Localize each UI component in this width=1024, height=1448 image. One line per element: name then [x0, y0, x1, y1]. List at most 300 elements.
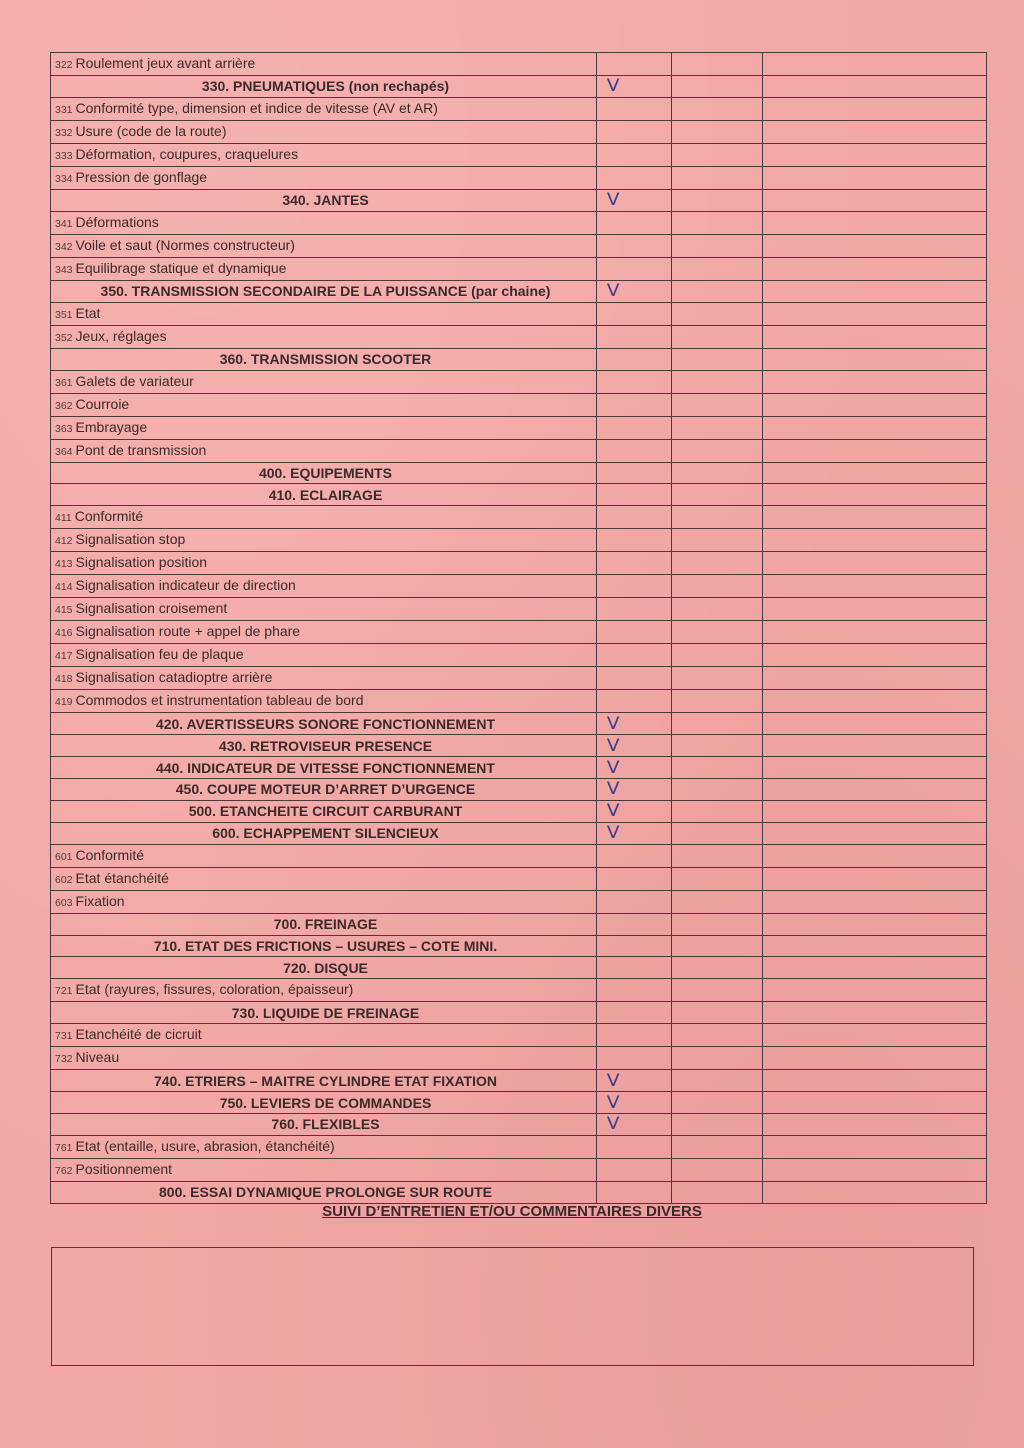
- check-cell-fail[interactable]: [672, 913, 763, 935]
- item-number: 362: [55, 399, 73, 412]
- item-label: Jeux, réglages: [75, 327, 167, 344]
- check-cell-fail[interactable]: [672, 257, 763, 280]
- item-label: 330. PNEUMATIQUES (non rechapés): [201, 78, 450, 95]
- item-number: 761: [55, 1141, 73, 1154]
- check-cell-fail[interactable]: [672, 439, 763, 462]
- checklist-item-row: [51, 552, 987, 575]
- item-label-cell: [51, 913, 597, 935]
- check-cell-ok[interactable]: [597, 97, 672, 120]
- check-cell-fail[interactable]: [672, 280, 763, 302]
- check-cell-fail[interactable]: [672, 348, 763, 370]
- item-label-cell: [51, 957, 597, 979]
- checklist-item-row: [51, 1024, 987, 1047]
- item-label-cell: [51, 690, 597, 713]
- check-cell-fail[interactable]: [672, 506, 763, 529]
- check-cell-ok[interactable]: [597, 1114, 672, 1136]
- item-label: Courroie: [75, 395, 130, 412]
- item-number: 419: [55, 696, 73, 709]
- check-cell-ok[interactable]: [597, 189, 672, 211]
- item-number: 415: [55, 604, 73, 617]
- check-cell-ok[interactable]: [597, 1070, 672, 1092]
- check-cell-fail[interactable]: [672, 1181, 763, 1203]
- remarks-cell[interactable]: [763, 1070, 987, 1092]
- check-cell-ok[interactable]: [597, 76, 672, 98]
- item-number: 411: [55, 512, 72, 525]
- check-cell-ok[interactable]: [597, 779, 672, 801]
- check-cell-ok[interactable]: [597, 935, 672, 957]
- remarks-cell[interactable]: [763, 325, 987, 348]
- checklist-item-row: [51, 667, 987, 690]
- check-cell-fail[interactable]: [672, 1024, 763, 1047]
- item-label-cell: [51, 890, 597, 913]
- remarks-cell[interactable]: [763, 957, 987, 979]
- section-header-row: [51, 800, 987, 822]
- check-cell-fail[interactable]: [672, 800, 763, 822]
- handwritten-check-mark: V: [606, 1114, 620, 1135]
- check-cell-ok[interactable]: [597, 53, 672, 76]
- check-cell-ok[interactable]: [597, 120, 672, 143]
- remarks-cell[interactable]: [763, 913, 987, 935]
- check-cell-fail[interactable]: [672, 822, 763, 844]
- remarks-cell[interactable]: [763, 257, 987, 280]
- item-label-cell: [51, 1181, 597, 1203]
- remarks-cell[interactable]: [763, 1181, 987, 1203]
- checklist-item-row: [51, 325, 987, 348]
- item-label-cell: [51, 257, 597, 280]
- remarks-cell[interactable]: [763, 1024, 987, 1047]
- check-cell-ok[interactable]: [597, 143, 672, 166]
- item-label: Signalisation stop: [75, 531, 186, 548]
- item-label: Conformité: [74, 508, 144, 525]
- check-cell-fail[interactable]: [672, 779, 763, 801]
- check-cell-fail[interactable]: [672, 867, 763, 890]
- item-number: 363: [55, 422, 73, 435]
- check-cell-fail[interactable]: [672, 166, 763, 189]
- item-number: 417: [55, 650, 73, 663]
- checklist-item-row: [51, 575, 987, 598]
- checklist-item-row: [51, 416, 987, 439]
- check-cell-ok[interactable]: [597, 302, 672, 325]
- item-label: Commodos et instrumentation tableau de bord: [75, 692, 364, 709]
- section-header-row: [51, 348, 987, 370]
- check-cell-fail[interactable]: [672, 735, 763, 757]
- item-label-cell: [51, 120, 597, 143]
- remarks-cell[interactable]: [763, 867, 987, 890]
- check-cell-fail[interactable]: [672, 53, 763, 76]
- check-cell-fail[interactable]: [672, 120, 763, 143]
- check-cell-ok[interactable]: [597, 1135, 672, 1158]
- section-header-row: [51, 484, 987, 506]
- item-label: 450. COUPE MOTEUR D’ARRET D’URGENCE: [175, 781, 476, 798]
- check-cell-fail[interactable]: [672, 76, 763, 98]
- check-cell-ok[interactable]: [597, 462, 672, 484]
- remarks-cell[interactable]: [763, 53, 987, 76]
- check-cell-fail[interactable]: [672, 644, 763, 667]
- check-cell-ok[interactable]: [597, 211, 672, 234]
- item-label: Signalisation position: [75, 554, 208, 571]
- item-label-cell: [51, 439, 597, 462]
- remarks-cell[interactable]: [763, 234, 987, 257]
- check-cell-ok[interactable]: [597, 713, 672, 735]
- item-number: 334: [55, 172, 73, 185]
- remarks-cell[interactable]: [763, 484, 987, 506]
- item-label: 600. ECHAPPEMENT SILENCIEUX: [212, 825, 439, 842]
- check-cell-ok[interactable]: [597, 822, 672, 844]
- remarks-cell[interactable]: [763, 844, 987, 867]
- item-label: 430. RETROVISEUR PRESENCE: [218, 737, 433, 754]
- check-cell-ok[interactable]: [597, 529, 672, 552]
- section-header-row: [51, 735, 987, 757]
- handwritten-check-mark: V: [606, 1092, 620, 1113]
- item-label-cell: [51, 280, 597, 302]
- checklist-item-row: [51, 120, 987, 143]
- item-label: 760. FLEXIBLES: [271, 1116, 380, 1133]
- remarks-cell[interactable]: [763, 1092, 987, 1114]
- checklist-item-row: [51, 844, 987, 867]
- check-cell-ok[interactable]: [597, 890, 672, 913]
- item-label-cell: [51, 735, 597, 757]
- check-cell-fail[interactable]: [672, 234, 763, 257]
- remarks-cell[interactable]: [763, 189, 987, 211]
- item-label-cell: [51, 1092, 597, 1114]
- check-cell-ok[interactable]: [597, 166, 672, 189]
- checklist-item-row: [51, 644, 987, 667]
- check-cell-ok[interactable]: [597, 644, 672, 667]
- item-label-cell: [51, 143, 597, 166]
- handwritten-check-mark: V: [606, 281, 620, 302]
- check-cell-ok[interactable]: [597, 598, 672, 621]
- item-number: 601: [55, 850, 73, 863]
- check-cell-ok[interactable]: [597, 957, 672, 979]
- check-cell-fail[interactable]: [672, 416, 763, 439]
- check-cell-ok[interactable]: [597, 416, 672, 439]
- item-label: Fixation: [75, 892, 125, 909]
- handwritten-check-mark: V: [606, 757, 620, 778]
- check-cell-fail[interactable]: [672, 529, 763, 552]
- check-cell-ok[interactable]: [597, 393, 672, 416]
- section-header-row: [51, 189, 987, 211]
- handwritten-check-mark: V: [606, 1070, 620, 1091]
- check-cell-fail[interactable]: [672, 957, 763, 979]
- check-cell-ok[interactable]: [597, 867, 672, 890]
- comments-title: SUIVI D’ENTRETIEN ET/OU COMMENTAIRES DIVERS: [322, 1203, 702, 1220]
- comments-box[interactable]: [51, 1247, 974, 1366]
- remarks-cell[interactable]: [763, 935, 987, 957]
- check-cell-ok[interactable]: [597, 913, 672, 935]
- remarks-cell[interactable]: [763, 890, 987, 913]
- checklist-item-row: [51, 598, 987, 621]
- check-cell-ok[interactable]: [597, 621, 672, 644]
- remarks-cell[interactable]: [763, 416, 987, 439]
- item-number: 322: [55, 59, 73, 71]
- check-cell-fail[interactable]: [672, 189, 763, 211]
- remarks-cell[interactable]: [763, 348, 987, 370]
- remarks-cell[interactable]: [763, 800, 987, 822]
- check-cell-ok[interactable]: [597, 552, 672, 575]
- remarks-cell[interactable]: [763, 280, 987, 302]
- remarks-cell[interactable]: [763, 779, 987, 801]
- item-label-cell: [51, 1114, 597, 1136]
- remarks-cell[interactable]: [763, 621, 987, 644]
- check-cell-fail[interactable]: [672, 393, 763, 416]
- remarks-cell[interactable]: [763, 690, 987, 713]
- item-label: 750. LEVIERS DE COMMANDES: [219, 1094, 432, 1111]
- check-cell-fail[interactable]: [672, 844, 763, 867]
- checklist-item-row: [51, 867, 987, 890]
- check-cell-fail[interactable]: [672, 211, 763, 234]
- item-label: Etanchéité de cicruit: [75, 1026, 202, 1043]
- check-cell-ok[interactable]: [597, 735, 672, 757]
- item-label-cell: [51, 529, 597, 552]
- section-header-row: [51, 757, 987, 779]
- remarks-cell[interactable]: [763, 302, 987, 325]
- section-header-row: [51, 1070, 987, 1092]
- item-label-cell: [51, 867, 597, 890]
- section-header-row: [51, 1092, 987, 1114]
- remarks-cell[interactable]: [763, 370, 987, 393]
- remarks-cell[interactable]: [763, 667, 987, 690]
- item-label-cell: [51, 1135, 597, 1158]
- item-label: 410. ECLAIRAGE: [268, 486, 383, 503]
- remarks-cell[interactable]: [763, 143, 987, 166]
- item-label: 360. TRANSMISSION SCOOTER: [219, 351, 432, 368]
- checklist-item-row: [51, 621, 987, 644]
- check-cell-fail[interactable]: [672, 598, 763, 621]
- remarks-cell[interactable]: [763, 211, 987, 234]
- check-cell-fail[interactable]: [672, 484, 763, 506]
- check-cell-ok[interactable]: [597, 370, 672, 393]
- item-label-cell: [51, 598, 597, 621]
- item-label-cell: [51, 844, 597, 867]
- checklist-item-row: [51, 1047, 987, 1070]
- remarks-cell[interactable]: [763, 552, 987, 575]
- item-label: 400. EQUIPEMENTS: [258, 465, 393, 481]
- check-cell-ok[interactable]: [597, 800, 672, 822]
- check-cell-ok[interactable]: [597, 1047, 672, 1070]
- remarks-cell[interactable]: [763, 735, 987, 757]
- check-cell-fail[interactable]: [672, 1158, 763, 1181]
- item-number: 342: [55, 240, 73, 253]
- check-cell-ok[interactable]: [597, 484, 672, 506]
- item-label: Embrayage: [75, 418, 148, 435]
- item-label-cell: [51, 302, 597, 325]
- item-label-cell: [51, 325, 597, 348]
- check-cell-fail[interactable]: [672, 690, 763, 713]
- item-label-cell: [51, 935, 597, 957]
- item-label-cell: [51, 393, 597, 416]
- section-header-row: [51, 957, 987, 979]
- check-cell-ok[interactable]: [597, 506, 672, 529]
- item-label-cell: [51, 1024, 597, 1047]
- checklist-item-row: [51, 166, 987, 189]
- item-label: 710. ETAT DES FRICTIONS – USURES – COTE MINI.: [153, 938, 498, 955]
- item-label: Signalisation feu de plaque: [75, 646, 244, 663]
- remarks-cell[interactable]: [763, 598, 987, 621]
- handwritten-check-mark: V: [606, 735, 620, 756]
- item-label-cell: [51, 189, 597, 211]
- checklist-item-row: [51, 97, 987, 120]
- item-number: 721: [55, 985, 73, 998]
- item-label-cell: [51, 713, 597, 735]
- item-number: 413: [55, 558, 73, 571]
- check-cell-fail[interactable]: [672, 575, 763, 598]
- item-label-cell: [51, 370, 597, 393]
- remarks-cell[interactable]: [763, 575, 987, 598]
- remarks-cell[interactable]: [763, 979, 987, 1002]
- item-label-cell: [51, 644, 597, 667]
- item-label: Déformations: [75, 213, 159, 230]
- item-label: Pont de transmission: [75, 441, 207, 458]
- section-header-row: [51, 462, 987, 484]
- remarks-cell[interactable]: [763, 713, 987, 735]
- remarks-cell[interactable]: [763, 1114, 987, 1136]
- remarks-cell[interactable]: [763, 76, 987, 98]
- item-label: Niveau: [75, 1049, 120, 1066]
- item-number: 352: [55, 331, 73, 344]
- check-cell-ok[interactable]: [597, 979, 672, 1002]
- item-label: Déformation, coupures, craquelures: [75, 145, 299, 162]
- remarks-cell[interactable]: [763, 1047, 987, 1070]
- item-label-cell: [51, 462, 597, 484]
- check-cell-fail[interactable]: [672, 1047, 763, 1070]
- check-cell-fail[interactable]: [672, 143, 763, 166]
- check-cell-ok[interactable]: [597, 1158, 672, 1181]
- check-cell-ok[interactable]: [597, 325, 672, 348]
- check-cell-ok[interactable]: [597, 1092, 672, 1114]
- item-label: Equilibrage statique et dynamique: [75, 259, 287, 276]
- checklist-item-row: [51, 979, 987, 1002]
- check-cell-ok[interactable]: [597, 257, 672, 280]
- item-number: 414: [55, 581, 73, 594]
- check-cell-fail[interactable]: [672, 757, 763, 779]
- check-cell-ok[interactable]: [597, 690, 672, 713]
- section-header-row: [51, 1181, 987, 1203]
- item-number: 762: [55, 1164, 73, 1177]
- item-label: Signalisation croisement: [75, 600, 228, 617]
- remarks-cell[interactable]: [763, 393, 987, 416]
- item-label-cell: [51, 575, 597, 598]
- remarks-cell[interactable]: [763, 166, 987, 189]
- section-header-row: [51, 935, 987, 957]
- check-cell-ok[interactable]: [597, 280, 672, 302]
- item-label: Etat: [75, 304, 101, 321]
- check-cell-ok[interactable]: [597, 1181, 672, 1203]
- check-cell-fail[interactable]: [672, 325, 763, 348]
- check-cell-fail[interactable]: [672, 667, 763, 690]
- section-header-row: [51, 779, 987, 801]
- check-cell-ok[interactable]: [597, 667, 672, 690]
- remarks-cell[interactable]: [763, 822, 987, 844]
- check-cell-ok[interactable]: [597, 1024, 672, 1047]
- item-label: Etat (rayures, fissures, coloration, épaisseur): [75, 981, 354, 998]
- remarks-cell[interactable]: [763, 120, 987, 143]
- item-label-cell: [51, 1002, 597, 1024]
- check-cell-ok[interactable]: [597, 1002, 672, 1024]
- checklist-item-row: [51, 506, 987, 529]
- checklist-rows: [51, 53, 987, 1204]
- item-number: 731: [55, 1030, 73, 1043]
- check-cell-fail[interactable]: [672, 621, 763, 644]
- check-cell-fail[interactable]: [672, 1135, 763, 1158]
- checklist-item-row: [51, 302, 987, 325]
- item-label-cell: [51, 621, 597, 644]
- item-label: Voile et saut (Normes constructeur): [75, 236, 295, 253]
- checklist-item-row: [51, 393, 987, 416]
- item-label-cell: [51, 800, 597, 822]
- section-header-row: [51, 913, 987, 935]
- item-label-cell: [51, 53, 597, 76]
- check-cell-ok[interactable]: [597, 844, 672, 867]
- item-label-cell: [51, 822, 597, 844]
- item-label: Positionnement: [75, 1160, 173, 1177]
- check-cell-fail[interactable]: [672, 1114, 763, 1136]
- item-label-cell: [51, 1047, 597, 1070]
- check-cell-fail[interactable]: [672, 552, 763, 575]
- remarks-cell[interactable]: [763, 97, 987, 120]
- item-number: 412: [55, 535, 73, 548]
- item-label: Usure (code de la route): [75, 122, 227, 139]
- check-cell-fail[interactable]: [672, 370, 763, 393]
- item-label: 440. INDICATEUR DE VITESSE FONCTIONNEMENT: [156, 759, 495, 776]
- item-label-cell: [51, 757, 597, 779]
- item-label: 720. DISQUE: [283, 959, 368, 976]
- check-cell-fail[interactable]: [672, 979, 763, 1002]
- item-number: 343: [55, 263, 73, 276]
- item-number: 602: [55, 873, 73, 886]
- check-cell-ok[interactable]: [597, 348, 672, 370]
- remarks-cell[interactable]: [763, 757, 987, 779]
- check-cell-fail[interactable]: [672, 302, 763, 325]
- remarks-cell[interactable]: [763, 439, 987, 462]
- remarks-cell[interactable]: [763, 529, 987, 552]
- item-number: 361: [55, 376, 73, 389]
- item-label-cell: [51, 506, 597, 529]
- checklist-item-row: [51, 143, 987, 166]
- item-label-cell: [51, 1070, 597, 1092]
- remarks-cell[interactable]: [763, 462, 987, 484]
- remarks-cell[interactable]: [763, 644, 987, 667]
- handwritten-check-mark: V: [606, 713, 620, 734]
- remarks-cell[interactable]: [763, 1002, 987, 1024]
- check-cell-ok[interactable]: [597, 757, 672, 779]
- check-cell-ok[interactable]: [597, 234, 672, 257]
- check-cell-fail[interactable]: [672, 1070, 763, 1092]
- check-cell-ok[interactable]: [597, 575, 672, 598]
- check-cell-fail[interactable]: [672, 1092, 763, 1114]
- check-cell-fail[interactable]: [672, 462, 763, 484]
- item-label-cell: [51, 166, 597, 189]
- item-number: 416: [55, 627, 73, 640]
- item-label: 800. ESSAI DYNAMIQUE PROLONGE SUR ROUTE: [159, 1184, 492, 1201]
- section-header-row: [51, 76, 987, 98]
- remarks-cell[interactable]: [763, 1158, 987, 1181]
- item-number: 364: [55, 445, 73, 458]
- remarks-cell[interactable]: [763, 1135, 987, 1158]
- check-cell-fail[interactable]: [672, 713, 763, 735]
- item-label: 340. JANTES: [282, 192, 369, 209]
- item-label-cell: [51, 348, 597, 370]
- check-cell-ok[interactable]: [597, 439, 672, 462]
- remarks-cell[interactable]: [763, 506, 987, 529]
- check-cell-fail[interactable]: [672, 890, 763, 913]
- handwritten-check-mark: V: [606, 779, 620, 800]
- check-cell-fail[interactable]: [672, 97, 763, 120]
- section-header-row: [51, 1002, 987, 1024]
- check-cell-fail[interactable]: [672, 935, 763, 957]
- section-header-row: [51, 822, 987, 844]
- item-label: Etat étanchéité: [75, 869, 169, 886]
- check-cell-fail[interactable]: [672, 1002, 763, 1024]
